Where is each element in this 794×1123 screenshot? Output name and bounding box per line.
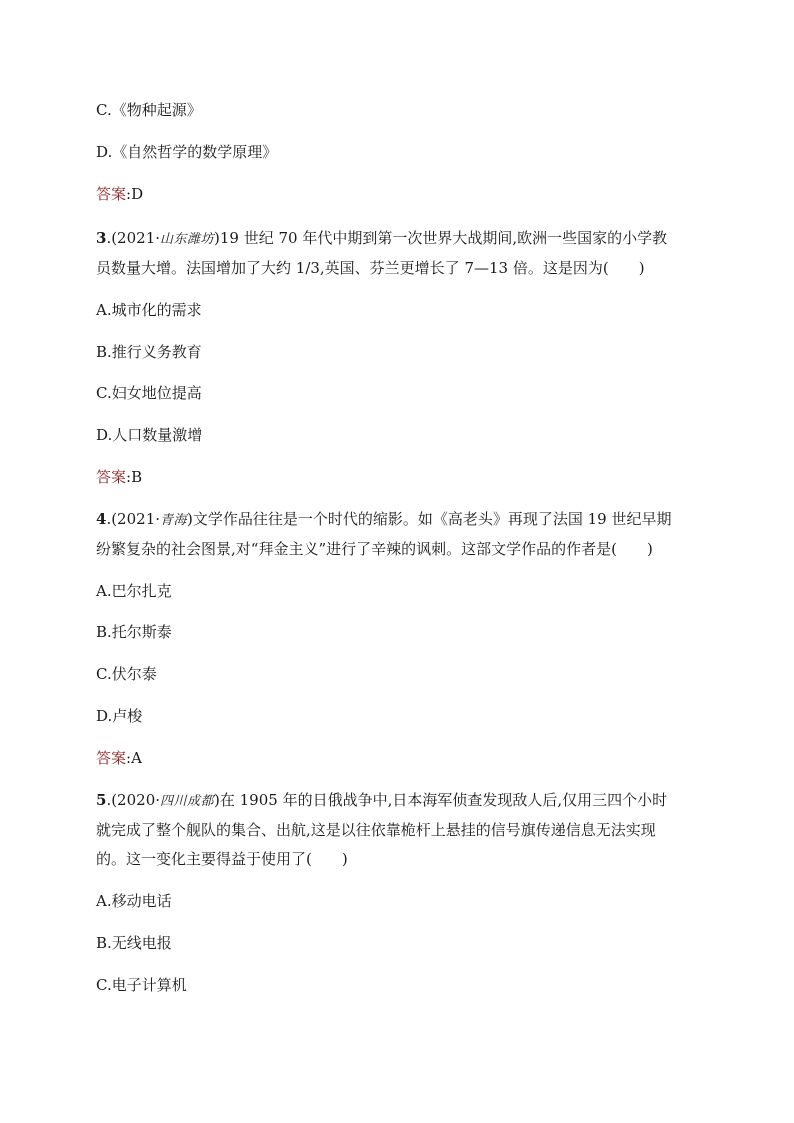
- q2-option-d: D.《自然哲学的数学原理》: [96, 143, 278, 161]
- q2-answer: [96, 184, 143, 204]
- q5-option-a: A.移动电话: [96, 892, 172, 910]
- stem-text: )19 世纪 70 年代中期到第一次世界大战期间,欧洲一些国家的小学教: [214, 229, 668, 247]
- stem-text: )文学作品往往是一个时代的缩影。如《高老头》再现了法国 19 世纪早期: [187, 510, 672, 528]
- answer-label: 答案: [96, 185, 127, 203]
- stem-text: )在 1905 年的日俄战争中,日本海军侦查发现敌人后,仅用三四个小时: [214, 791, 668, 809]
- q5-stem-line-3: 的。这一变化主要得益于使用了( ): [96, 850, 348, 868]
- q4-option-b: B.托尔斯泰: [96, 623, 172, 641]
- question-year: .(2021·: [106, 229, 160, 247]
- question-number: 4: [96, 510, 107, 528]
- q3-option-b: B.推行义务教育: [96, 343, 202, 361]
- q4-stem-line-1: [96, 509, 672, 531]
- q3-option-d: D.人口数量激增: [96, 426, 203, 444]
- question-source: 青海: [160, 513, 188, 528]
- answer-value: :D: [126, 185, 144, 203]
- q5-stem-line-2: 就完成了整个舰队的集合、出航,这是以往依靠桅杆上悬挂的信号旗传递信息无法实现: [96, 821, 656, 839]
- answer-label: 答案: [96, 749, 127, 767]
- question-source: 四川成都: [160, 794, 215, 809]
- q4-answer: [96, 748, 142, 768]
- answer-label: 答案: [96, 468, 127, 486]
- q5-option-c: C.电子计算机: [96, 976, 187, 994]
- q5-stem-line-1: [96, 790, 667, 812]
- q3-stem-line-1: [96, 228, 667, 250]
- q4-option-c: C.伏尔泰: [96, 665, 157, 683]
- answer-value: :A: [126, 749, 142, 767]
- question-number: 3: [96, 229, 107, 247]
- question-year: .(2020·: [106, 791, 160, 809]
- q3-answer: [96, 467, 142, 487]
- q3-stem-line-2: 员数量大增。法国增加了大约 1/3,英国、芬兰更增长了 7—13 倍。这是因为( ): [96, 259, 645, 277]
- question-year: .(2021·: [106, 510, 160, 528]
- q4-stem-line-2: 纷繁复杂的社会图景,对“拜金主义”进行了辛辣的讽刺。这部文学作品的作者是( ): [96, 540, 653, 558]
- answer-value: :B: [126, 468, 143, 486]
- question-source: 山东潍坊: [160, 232, 215, 247]
- q4-option-a: A.巴尔扎克: [96, 582, 172, 600]
- q5-option-b: B.无线电报: [96, 934, 172, 952]
- q4-option-d: D.卢梭: [96, 707, 143, 725]
- question-number: 5: [96, 791, 107, 809]
- q2-option-c: C.《物种起源》: [96, 101, 202, 119]
- q3-option-c: C.妇女地位提高: [96, 384, 202, 402]
- q3-option-a: A.城市化的需求: [96, 301, 202, 319]
